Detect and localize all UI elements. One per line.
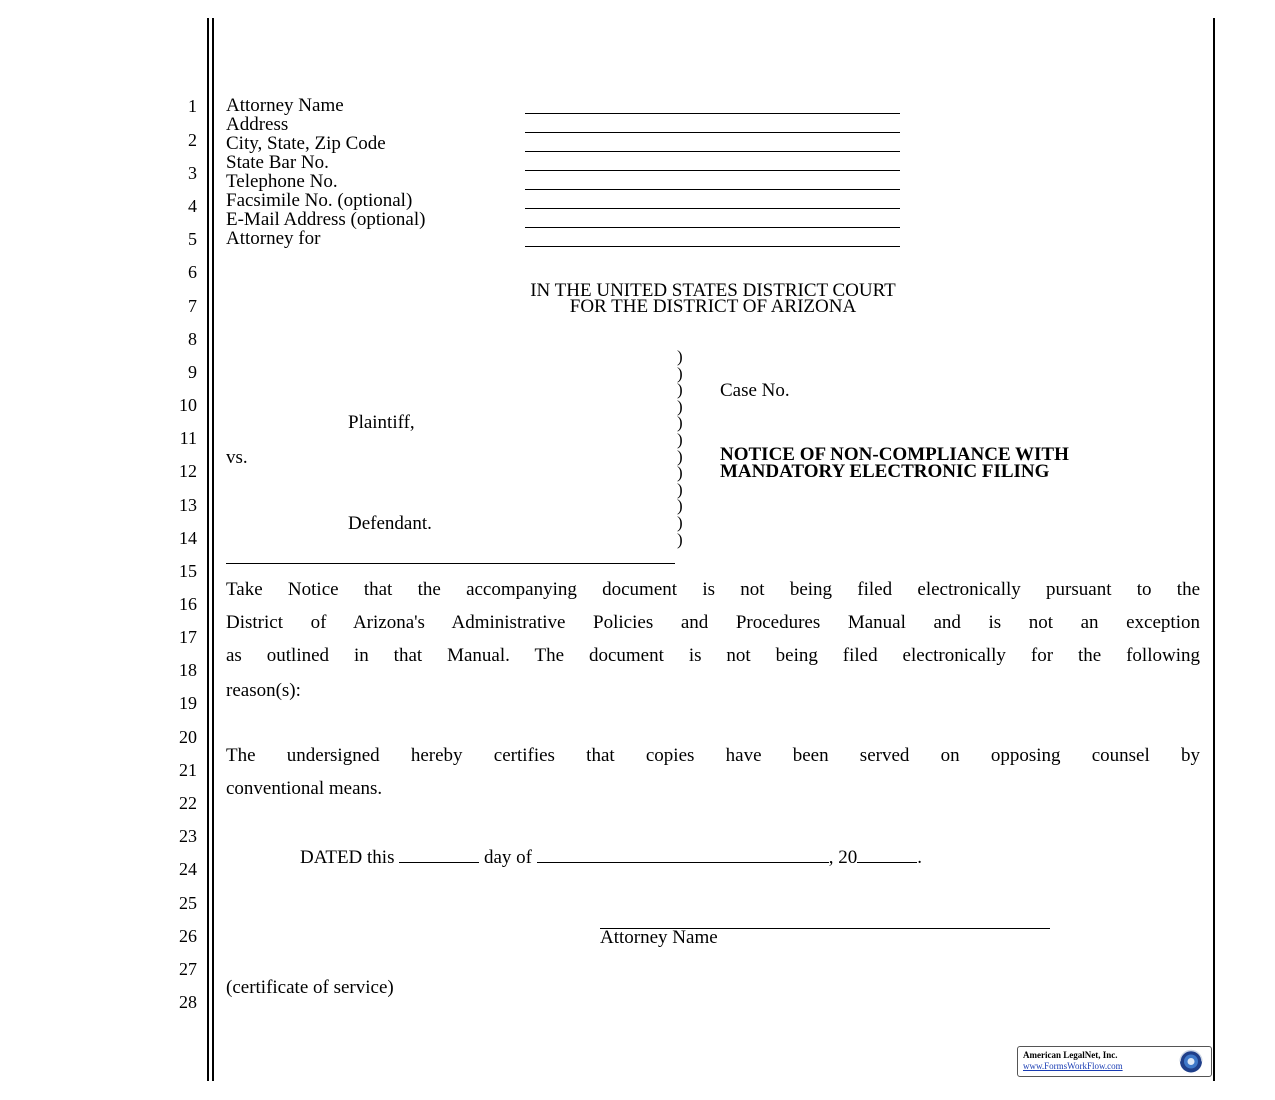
attorney-field-label: Telephone No. xyxy=(226,171,338,192)
attorney-field-label: E-Mail Address (optional) xyxy=(226,209,426,230)
attorney-field-label: Address xyxy=(226,114,289,135)
dated-line xyxy=(300,844,922,869)
left-margin-line-inner xyxy=(212,18,214,1081)
line-number: 15 xyxy=(179,561,197,581)
certificate-of-service: (certificate of service) xyxy=(226,977,394,998)
line-number: 16 xyxy=(179,594,197,614)
caption-paren: ) xyxy=(677,430,683,449)
plaintiff-label: Plaintiff, xyxy=(348,412,415,433)
line-number: 21 xyxy=(179,760,197,780)
case-number-label: Case No. xyxy=(720,380,790,401)
document-title-line2: MANDATORY ELECTRONIC FILING xyxy=(720,461,1050,482)
certification-line-2: conventional means. xyxy=(226,778,383,799)
caption-bottom-rule xyxy=(226,563,675,564)
defendant-label: Defendant. xyxy=(348,513,432,534)
caption-paren: ) xyxy=(677,363,683,383)
caption-paren: ) xyxy=(677,413,683,433)
publisher-website-link[interactable]: www.FormsWorkFlow.com xyxy=(1023,1061,1123,1071)
line-number: 18 xyxy=(179,660,197,680)
certification-line-1: The undersigned hereby certifies that copies have been served on opposing counsel by xyxy=(226,745,1200,766)
line-number: 6 xyxy=(188,262,197,282)
line-number: 24 xyxy=(179,859,197,879)
line-number: 5 xyxy=(188,229,197,249)
line-number: 2 xyxy=(188,130,197,150)
dated-suffix: . xyxy=(917,847,922,868)
line-number: 7 xyxy=(188,296,197,316)
line-number: 25 xyxy=(179,893,197,913)
year-prefix: , 20 xyxy=(828,847,858,868)
attorney-field-blank[interactable] xyxy=(525,208,900,209)
dated-mid: day of xyxy=(483,847,532,868)
attorney-field-label: Attorney for xyxy=(226,228,321,249)
line-number: 1 xyxy=(188,96,197,116)
line-number: 20 xyxy=(179,727,197,747)
globe-icon xyxy=(1174,1048,1208,1075)
court-name-line2: FOR THE DISTRICT OF ARIZONA xyxy=(569,296,857,317)
caption-paren: ) xyxy=(677,479,683,499)
attorney-field-label: State Bar No. xyxy=(226,152,329,173)
line-number: 12 xyxy=(179,461,197,481)
year-blank[interactable] xyxy=(857,844,917,863)
line-number: 11 xyxy=(179,428,197,448)
attorney-field-blank[interactable] xyxy=(525,246,900,247)
line-number: 28 xyxy=(179,992,197,1012)
line-number: 10 xyxy=(179,395,197,415)
line-number: 4 xyxy=(188,196,197,216)
day-blank[interactable] xyxy=(399,844,479,863)
court-name-line1: IN THE UNITED STATES DISTRICT COURT xyxy=(530,280,896,301)
attorney-field-blank[interactable] xyxy=(525,151,900,152)
caption-paren: ) xyxy=(677,463,683,483)
caption-paren: ) xyxy=(677,396,683,416)
right-margin-line xyxy=(1213,18,1215,1081)
notice-line-1: Take Notice that the accompanying document is not being filed electronically pursuant to the xyxy=(226,579,1200,600)
line-number: 17 xyxy=(179,627,197,647)
line-number: 22 xyxy=(179,793,197,813)
notice-line-2: District of Arizona's Administrative Policies and Procedures Manual and is not an exception xyxy=(226,612,1200,633)
line-number: 27 xyxy=(179,959,197,979)
vs-label: vs. xyxy=(226,447,248,468)
publisher-badge[interactable] xyxy=(1017,1046,1212,1077)
caption-paren: ) xyxy=(677,347,683,366)
notice-line-4: reason(s): xyxy=(226,680,301,701)
caption-paren: ) xyxy=(677,446,683,466)
line-number: 26 xyxy=(179,926,197,946)
attorney-field-label: Facsimile No. (optional) xyxy=(226,190,413,211)
attorney-field-blank[interactable] xyxy=(525,113,900,114)
line-number: 14 xyxy=(179,528,197,548)
attorney-field-blank[interactable] xyxy=(525,170,900,171)
notice-line-3: as outlined in that Manual. The document is not being filed electronically for the following xyxy=(226,645,1200,666)
line-number: 13 xyxy=(179,495,197,515)
attorney-field-label: Attorney Name xyxy=(226,95,344,116)
attorney-field-blank[interactable] xyxy=(525,227,900,228)
attorney-field-label: City, State, Zip Code xyxy=(226,133,386,154)
line-number: 23 xyxy=(179,826,197,846)
attorney-field-blank[interactable] xyxy=(525,132,900,133)
line-number: 8 xyxy=(188,329,197,349)
publisher-name: American LegalNet, Inc. xyxy=(1023,1050,1118,1060)
signature-label: Attorney Name xyxy=(600,927,718,948)
document-title-line1: NOTICE OF NON-COMPLIANCE WITH xyxy=(720,444,1069,465)
dated-prefix: DATED this xyxy=(300,847,395,868)
caption-paren: ) xyxy=(677,496,683,516)
caption-paren: ) xyxy=(677,380,683,400)
line-number: 19 xyxy=(179,693,197,713)
line-number: 9 xyxy=(188,362,197,382)
month-blank[interactable] xyxy=(537,844,829,863)
caption-paren: ) xyxy=(677,529,683,549)
line-number: 3 xyxy=(188,163,197,183)
caption-paren: ) xyxy=(677,513,683,532)
left-margin-line-outer xyxy=(207,18,209,1081)
attorney-field-blank[interactable] xyxy=(525,189,900,190)
